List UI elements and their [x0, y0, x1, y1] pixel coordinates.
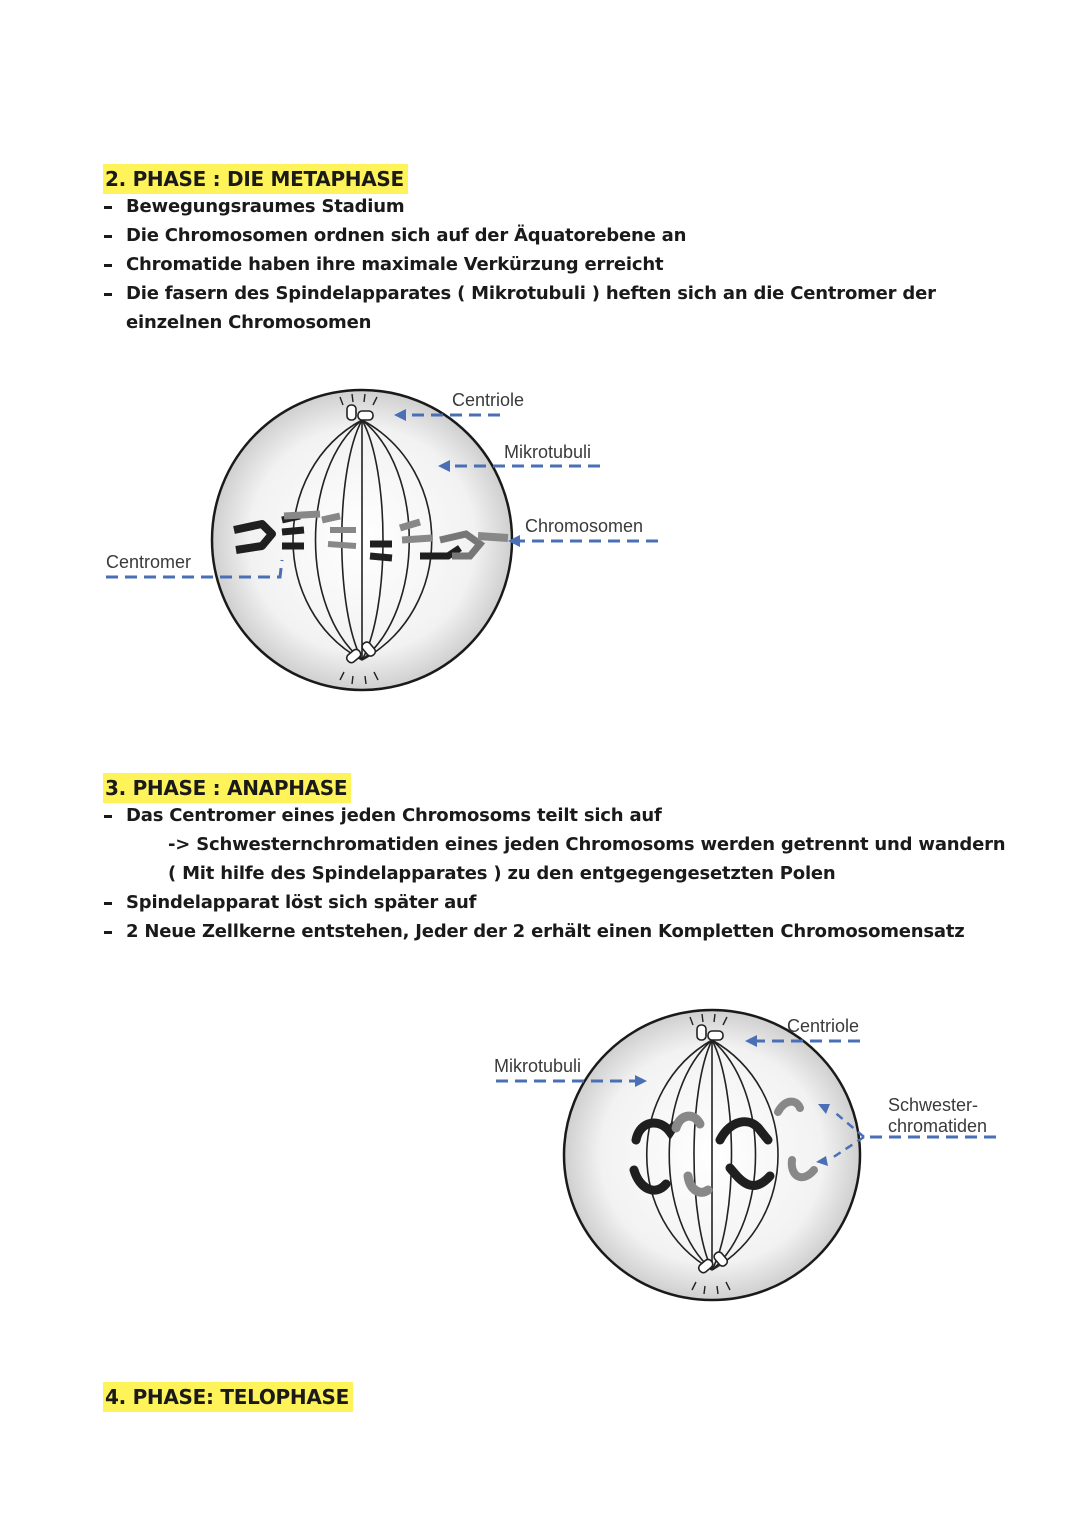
- chromosomen-label: Chromosomen: [525, 516, 644, 536]
- metaphase-bullet-4: Die fasern des Spindelapparates ( Mikrotubuli ) heften sich an die Centromer der: [126, 283, 936, 304]
- schwester-label-line-2: chromatiden: [888, 1116, 988, 1136]
- anaphase-bullet-1: Das Centromer eines jeden Chromosoms teilt sich auf: [126, 805, 662, 826]
- bullet-dash: [104, 235, 112, 238]
- bullet-dash: [104, 815, 112, 818]
- metaphase-bullet-2: Die Chromosomen ordnen sich auf der Äquatorebene an: [126, 225, 687, 246]
- bullet-dash: [104, 206, 112, 209]
- metaphase-bullet-4-continuation: einzelnen Chromosomen: [126, 312, 372, 333]
- anaphase-sub-2: ( Mit hilfe des Spindelapparates ) zu den entgegengesetzten Polen: [168, 863, 836, 884]
- centriole-label: Centriole: [452, 390, 525, 410]
- metaphase-bullet-3: Chromatide haben ihre maximale Verkürzung erreicht: [126, 254, 664, 275]
- anaphase-heading: 3. PHASE : ANAPHASE: [103, 773, 351, 803]
- anaphase-sub-1: -> Schwesternchromatiden eines jeden Chromosoms werden getrennt und wandern: [168, 834, 1006, 855]
- bullet-dash: [104, 264, 112, 267]
- anaphase-diagram: [0, 1000, 1080, 1310]
- centromer-label: Centromer: [106, 552, 192, 572]
- bullet-dash: [104, 931, 112, 934]
- telophase-heading: 4. PHASE: TELOPHASE: [103, 1382, 353, 1412]
- metaphase-heading: 2. PHASE : DIE METAPHASE: [103, 164, 408, 194]
- centriole-label: Centriole: [787, 1016, 860, 1036]
- bullet-dash: [104, 293, 112, 296]
- bullet-dash: [104, 902, 112, 905]
- metaphase-diagram: [0, 370, 1080, 710]
- mikrotubuli-label: Mikrotubuli: [504, 442, 592, 462]
- mikrotubuli-label: Mikrotubuli: [494, 1056, 582, 1076]
- schwester-label-line-1: Schwester-: [888, 1095, 979, 1115]
- anaphase-bullet-3: 2 Neue Zellkerne entstehen, Jeder der 2 erhält einen Kompletten Chromosomensatz: [126, 921, 965, 942]
- anaphase-bullet-2: Spindelapparat löst sich später auf: [126, 892, 477, 913]
- metaphase-bullet-1: Bewegungsraumes Stadium: [126, 196, 405, 217]
